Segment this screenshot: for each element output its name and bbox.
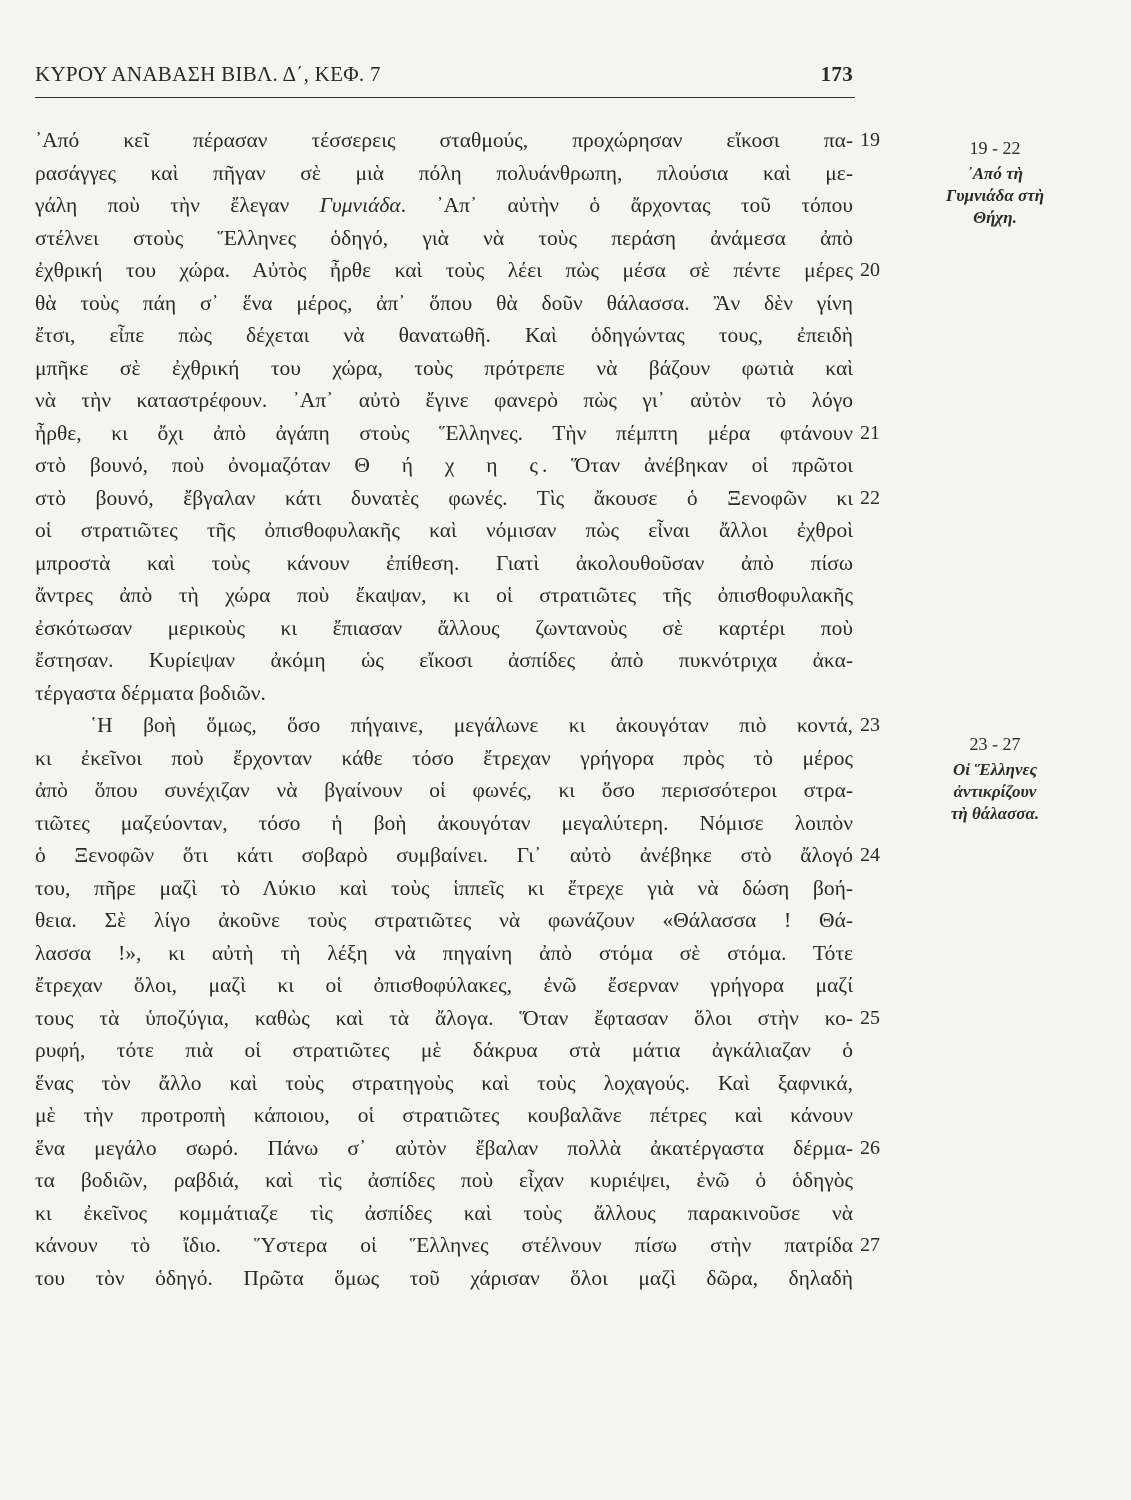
section-number: 25 — [860, 1006, 880, 1029]
body-text — [35, 124, 853, 1294]
text-line: θὰ τοὺς πάη σ᾿ ἕνα μέρος, ἀπ᾿ ὅπου θὰ δοῦν θάλασσα. Ἂν δὲν γίνη — [35, 290, 853, 315]
text-line: ἀπὸ ὅπου συνέχιζαν νὰ βγαίνουν οἱ φωνές, κι ὅσο περισσότεροι στρα- — [35, 778, 853, 802]
text-line-start: γάλη ποὺ τὴν ἔλεγαν — [35, 193, 320, 217]
page-header — [35, 62, 853, 92]
text-line: ἕνας τὸν ἄλλο καὶ τοὺς στρατηγοὺς καὶ τοὺς λοχαγούς. Καὶ ξαφνικά, — [35, 1070, 853, 1095]
margin-note — [910, 137, 1080, 229]
section-number: 19 — [860, 129, 880, 151]
text-line: του τὸν ὁδηγό. Πρῶτα ὅμως τοῦ χάρισαν ὅλοι μαζὶ δῶρα, δηλαδὴ — [35, 1265, 853, 1290]
text-line: ἔτσι, εἶπε πὼς δέχεται νὰ θανατωθῆ. Καὶ ὁδηγώντας τους, ἐπειδὴ — [35, 323, 853, 347]
text-line-start: στὸ βουνό, ποὺ ὀνομαζόταν — [35, 453, 355, 477]
section-number: 22 — [860, 486, 880, 509]
text-line: στὸ βουνό, ἔβγαλαν κάτι δυνατὲς φωνές. Τὶς ἄκουσε ὁ Ξενοφῶν κι — [35, 485, 853, 510]
text-line: λασσα !», κι αὐτὴ τὴ λέξη νὰ πηγαίνη ἀπὸ στόμα σὲ στόμα. Τότε — [35, 940, 853, 965]
text-line: μὲ τὴν προτροπὴ κάποιου, οἱ στρατιῶτες κουβαλᾶνε πέτρες καὶ κάνουν — [35, 1103, 853, 1127]
text-line — [35, 189, 853, 222]
text-line-end: . ᾿Απ᾿ αὐτὴν ὁ ἄρχοντας τοῦ τόπου — [400, 193, 853, 217]
text-line: ᾿Από κεῖ πέρασαν τέσσερεις σταθμούς, προχώρησαν εἴκοσι πα- — [35, 128, 853, 152]
text-line: κάνουν τὸ ἴδιο. Ὕστερα οἱ Ἕλληνες στέλνουν πίσω στὴν πατρίδα — [35, 1233, 853, 1257]
text-line: τέργαστα δέρματα βοδιῶν. — [35, 680, 266, 705]
text-line: στέλνει στοὺς Ἕλληνες ὁδηγό, γιὰ νὰ τοὺς περάση ἀνάμεσα ἀπὸ — [35, 225, 853, 250]
text-line — [35, 449, 853, 482]
margin-note-text-line: Γυμνιάδα στὴ — [945, 186, 1045, 205]
text-line: οἱ στρατιῶτες τῆς ὀπισθοφυλακῆς καὶ νόμισαν πὼς εἶναι ἄλλοι ἐχθροὶ — [35, 518, 853, 542]
margin-note — [910, 733, 1080, 825]
header-rule — [35, 97, 855, 98]
text-line: θεια. Σὲ λίγο ἀκοῦνε τοὺς στρατιῶτες νὰ φωνάζουν «Θάλασσα ! Θά- — [35, 908, 853, 932]
section-number: 23 — [860, 714, 880, 736]
text-line: τιῶτες μαζεύονταν, τόσο ἡ βοὴ ἀκουγόταν μεγαλύτερη. Νόμισε λοιπὸν — [35, 810, 853, 835]
text-line: μπῆκε σὲ ἐχθρική του χώρα, τοὺς πρότρεπε νὰ βάζουν φωτιὰ καὶ — [35, 355, 853, 380]
margin-note-range: 19 - 22 — [969, 138, 1021, 158]
margin-note-text-line: Οἱ Ἕλληνες — [952, 760, 1038, 779]
text-line: ἐσκότωσαν μερικοὺς κι ἔπιασαν ἄλλους ζωντανοὺς σὲ καρτέρι ποὺ — [35, 615, 853, 640]
text-line: κι ἐκεῖνος κομμάτιαζε τὶς ἀσπίδες καὶ τοὺς ἄλλους παρακινοῦσε νὰ — [35, 1200, 853, 1225]
section-number: 27 — [860, 1234, 880, 1256]
place-name-thichis: Θ ή χ η ς — [354, 453, 542, 477]
text-line: τα βοδιῶν, ραβδιά, καὶ τὶς ἀσπίδες ποὺ εἶχαν κυριέψει, ἐνῶ ὁ ὁδηγὸς — [35, 1168, 853, 1192]
page-number: 173 — [820, 62, 853, 86]
text-line: ἔστησαν. Κυρίεψαν ἀκόμη ὡς εἴκοσι ἀσπίδες ἀπὸ πυκνότριχα ἀκα- — [35, 648, 853, 672]
text-line: τους τὰ ὑποζύγια, καθὼς καὶ τὰ ἄλογα. Ὅταν ἔφτασαν ὅλοι στὴν κο- — [35, 1005, 853, 1030]
text-line-end: . Ὅταν ἀνέβηκαν οἱ πρῶτοι — [541, 453, 853, 477]
running-title: ΚΥΡΟΥ ΑΝΑΒΑΣΗ ΒΙΒΛ. Δ΄, ΚΕΦ. 7 — [35, 62, 381, 86]
section-number: 21 — [860, 421, 880, 444]
text-line: ἔτρεχαν ὅλοι, μαζὶ κι οἱ ὀπισθοφύλακες, ἐνῶ ἔσερναν γρήγορα μαζί — [35, 973, 853, 997]
margin-note-text-line: ᾿Από τὴ — [967, 164, 1023, 183]
text-line: ἐχθρική του χώρα. Αὐτὸς ἦρθε καὶ τοὺς λέει πὼς μέσα σὲ πέντε μέρες — [35, 258, 853, 282]
text-line: ὁ Ξενοφῶν ὅτι κάτι σοβαρὸ συμβαίνει. Γι᾿ αὐτὸ ἀνέβηκε στὸ ἄλογό — [35, 843, 853, 867]
text-line: ρασάγγες καὶ πῆγαν σὲ μιὰ πόλη πολυάνθρωπη, πλούσια καὶ με- — [35, 160, 853, 185]
margin-note-text-line: ἀντικρίζουν — [953, 782, 1037, 801]
text-line: ἄντρες ἀπὸ τὴ χώρα ποὺ ἔκαψαν, κι οἱ στρατιῶτες τῆς ὀπισθοφυλακῆς — [35, 583, 853, 607]
margin-note-text-line: Θήχη. — [973, 208, 1017, 227]
text-line: ρυφή, τότε πιὰ οἱ στρατιῶτες μὲ δάκρυα στὰ μάτια ἀγκάλιαζαν ὁ — [35, 1038, 853, 1062]
section-number: 20 — [860, 259, 880, 281]
text-line: νὰ τὴν καταστρέφουν. ᾿Απ᾿ αὐτὸ ἔγινε φανερὸ πὼς γι᾿ αὐτὸν τὸ λόγο — [35, 388, 853, 412]
section-number: 26 — [860, 1136, 880, 1159]
text-line: κι ἐκεῖνοι ποὺ ἔρχονταν κάθε τόσο ἔτρεχαν γρήγορα πρὸς τὸ μέρος — [35, 745, 853, 770]
text-line: ῾Η βοὴ ὅμως, ὅσο πήγαινε, μεγάλωνε κι ἀκουγόταν πιὸ κοντά, — [90, 713, 853, 737]
text-line: ἕνα μεγάλο σωρό. Πάνω σ᾿ αὐτὸν ἔβαλαν πολλὰ ἀκατέργαστα δέρμα- — [35, 1135, 853, 1160]
section-number: 24 — [860, 844, 880, 866]
margin-note-text-line: τὴ θάλασσα. — [950, 804, 1040, 823]
text-line: ἦρθε, κι ὄχι ἀπὸ ἀγάπη στοὺς Ἕλληνες. Τὴν πέμπτη μέρα φτάνουν — [35, 420, 853, 445]
text-line: του, πῆρε μαζὶ τὸ Λύκιο καὶ τοὺς ἱππεῖς κι ἔτρεχε γιὰ νὰ δώση βοή- — [35, 875, 853, 900]
margin-note-range: 23 - 27 — [969, 734, 1021, 754]
text-line: μπροστὰ καὶ τοὺς κάνουν ἐπίθεση. Γιατὶ ἀκολουθοῦσαν ἀπὸ πίσω — [35, 550, 853, 575]
place-name-gymniada: Γυμνιάδα — [319, 193, 401, 217]
